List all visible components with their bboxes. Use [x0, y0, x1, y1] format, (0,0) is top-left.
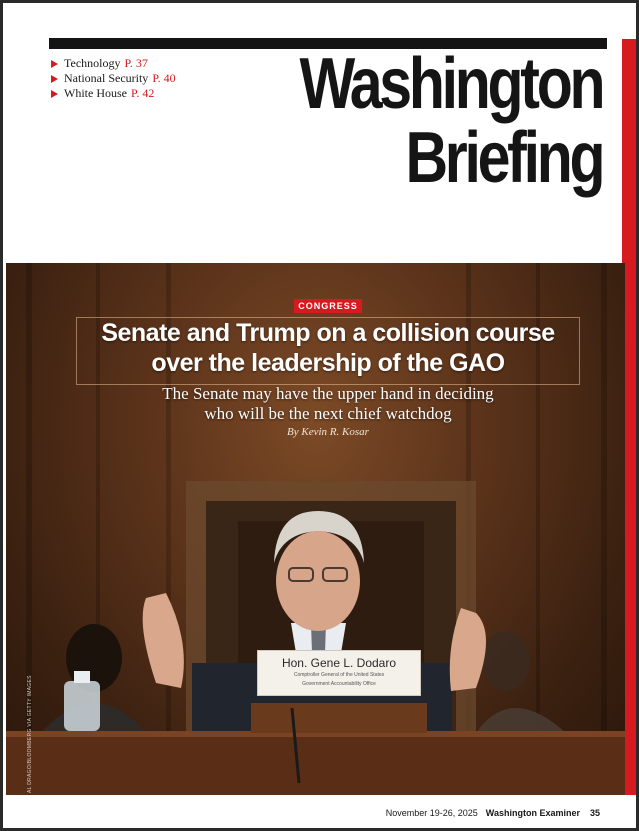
article-byline: By Kevin R. Kosar: [287, 426, 369, 438]
section-title-line2: Briefing: [405, 118, 602, 198]
bottle-cap: [74, 671, 90, 683]
toc-page: P. 37: [124, 56, 148, 70]
arrow-right-icon: [51, 60, 58, 68]
nameplate-title-line2: Government Accountability Office: [302, 681, 376, 687]
water-bottle-icon: [64, 681, 100, 731]
section-toc: [51, 56, 176, 101]
desk-stand: [251, 703, 427, 733]
article-dek: [103, 384, 553, 424]
headline-line2: over the leadership of the GAO: [151, 349, 505, 377]
arrow-right-icon: [51, 75, 58, 83]
toc-page: P. 40: [152, 71, 176, 85]
page-number: 35: [589, 808, 600, 818]
photo-credit: AL DRAGO/BLOOMBERG VIA GETTY IMAGES: [27, 675, 33, 793]
nameplate-title-line1: Comptroller General of the United States: [293, 672, 385, 678]
nameplate: [257, 650, 421, 696]
category-kicker[interactable]: CONGRESS: [294, 299, 362, 313]
toc-page: P. 42: [130, 86, 155, 100]
dek-line1: The Senate may have the upper hand in deciding: [162, 384, 494, 403]
toc-item-national-security[interactable]: [51, 71, 176, 86]
nameplate-name: Hon. Gene L. Dodaro: [281, 656, 397, 670]
page-footer: [386, 808, 600, 818]
toc-label: White House: [64, 86, 127, 100]
article-headline[interactable]: [76, 318, 580, 378]
background-person-head: [482, 631, 530, 691]
headline-line1: Senate and Trump on a collision course: [101, 319, 555, 347]
toc-label: National Security: [64, 71, 149, 85]
toc-item-white-house[interactable]: [51, 86, 176, 101]
hearing-desk: [6, 731, 625, 795]
toc-label: Technology: [64, 56, 121, 70]
speaker-head: [276, 531, 360, 631]
arrow-right-icon: [51, 90, 58, 98]
section-title-line1: Washington: [299, 44, 602, 124]
publication-name: Washington Examiner: [485, 808, 580, 818]
dek-line2: who will be the next chief watchdog: [204, 404, 452, 423]
toc-item-technology[interactable]: [51, 56, 176, 71]
left-hand: [143, 593, 184, 688]
section-title: [299, 44, 602, 198]
issue-date: November 19-26, 2025: [385, 808, 478, 818]
